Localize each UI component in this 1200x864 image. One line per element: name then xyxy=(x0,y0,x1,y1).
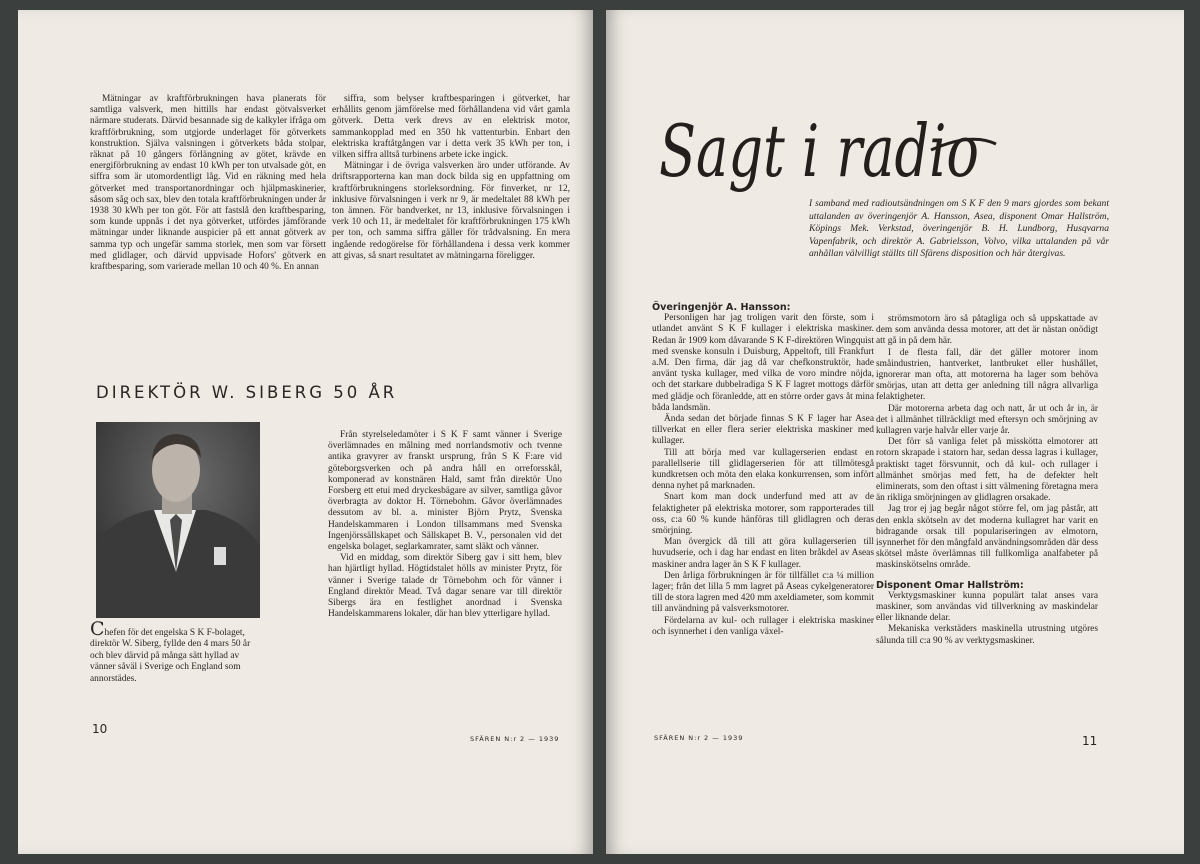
paragraph: Mätningar av kraftförbrukningen hava planerats för samtliga valsverk, men hittills har endast götvalsverket närmare studerats. Därvid besannade sig de kalkyler ifråga om kraftförbrukning, som utgjorde underlaget för götverkets konstruktion. Själva valsningen i götverkets båda stolpar, räknat på 10 gångers förlängning av götet, krävde en energiförbrukning av endast 10 kWh per ton utvalsade göt, en siffra som är utomordentligt låg. Vid en räkning med hela götverket med transportanordningar och hjälpmaskinerier, såsom såg och sax, blev den totala kraftförbrukningen under år 1938 30 kWh per ton göt. För att fastslå den kraftbesparing, som kunde uppnås i det nya götverket, utfördes jämförande mätningar under liknande auspicier på ett annat götverk av samma typ och ungefär samma storlek, men som var försett med glidlager, och därvid uppvisade Hofors' götverk en kraftbesparing, som varierade mellan 10 och 40 %. En annan xyxy=(90,94,326,273)
title-text: Sagt i radio xyxy=(659,109,979,193)
paragraph: Jag tror ej jag begår något större fel, om jag påstår, att den enkla skötseln av det moderna kullagret har varit en bidragande orsak till populariseringen av elmotorn, isynnerhet för den mångfald användningsområden där dess skötsel måste överlämnas till fullkomliga analfabeter på maskinskötselns område. xyxy=(876,504,1098,571)
speaker-hansson: Överingenjör A. Hansson: xyxy=(652,302,791,313)
article-heading: DIREKTÖR W. SIBERG 50 ÅR xyxy=(96,383,398,402)
article-column xyxy=(328,430,562,620)
top-left-column xyxy=(90,94,326,273)
paragraph: Man övergick då till att göra kullagerserien till huvudserie, och i dag har endast en liten bråkdel av Aseas maskiner andra lager än S K F kullager. xyxy=(652,537,874,570)
paragraph: Vid en middag, som direktör Siberg gav i sitt hem, blev han hjärtligt hyllad. Högtidstalet hölls av minister Prytz, för vänner i Sverige talade dr Törnebohm och för vänner i England direktör Mead. Två dagar senare var till direktör Sibergs ära en festlighet anordnad i Svenska Handelskammarens lokaler, där han blev ytterligare hyllad. xyxy=(328,553,562,620)
paragraph: I de flesta fall, där det gäller motorer inom småindustrien, hantverket, lantbruket eller hushållet, ignorerar man ofta, att motorerna ha lager som behöva smörjas, utan att detta ger anledning till några allvarliga felaktigheter. xyxy=(876,347,1098,403)
speaker-hallstrom: Disponent Omar Hallström: xyxy=(876,579,1024,591)
paragraph: Mekaniska verkstäders maskinella utrustning utgöres sålunda till c:a 90 % av verktygsmaskiner. xyxy=(876,624,1098,646)
right-column-1 xyxy=(652,302,874,638)
paragraph: Det förr så vanliga felet på misskötta elmotorer att rotorn skrapade i statorn har, sedan dessa lagras i kullager, praktiskt taget försvunnit, och då kul- och rullager i allmänhet smörjas med fett, ha de defekter helt eliminerats, som den oftast i sitt välmening företagna mera än rikliga smörjningen av glidlagren orsakade. xyxy=(876,437,1098,504)
paragraph: Mätningar i de övriga valsverken äro under utförande. Av driftsrapporterna kan man dock bilda sig en uppfattning om kraftförbrukningens storleksordning. För finverket, nr 12, inklusive förvalsningen i verk nr 9, är medeltalet 88 kWh per ton ämnen. För bandverket, nr 13, inklusive förvalsningen i verk 10 och 11, är medeltalet för kraftförbrukningen 175 kWh per ton, och samma siffra gäller för trådvalsning. En mera ingående redogörelse för förhållandena i dessa verk kommer att givas, så snart resultatet av mätningarna föreligger. xyxy=(332,161,570,261)
paragraph: strömsmotorn äro så påtagliga och så uppskattade av dem som använda dessa motorer, att det är nästan onödigt att gå in på dem här. xyxy=(876,314,1098,347)
paragraph: Personligen har jag troligen varit den förste, som i utlandet använt S K F kullager i elektriska maskiner. Redan år 1909 kom dåvarande S K F-direktören Wingquist med svenske konsuln i Duisburg, Appeltoft, till Frankfurt a.M. Den firma, där jag då var chefkonstruktör, hade använt tyska kullager, med vilka de voro mindre nöjda, och det starkare dubbelradiga S K F lagret mottogs därför med glädje och föranledde, att en större order gavs åt mina båda landsmän. xyxy=(652,313,874,413)
page-number-left: 10 xyxy=(92,722,108,736)
intro-paragraph: I samband med radioutsändningen om S K F den 9 mars gjordes som bekant uttalanden av överingenjör A. Hansson, Asea, disponent Omar Hallström, Köpings Mek. Verkstad, överingenjör B. H. Lundborg, Husqvarna Vapenfabrik, och direktör A. Gabrielsson, Volvo, vilka uttalanden på vår anhållan välvilligt ställts till Sfärens disposition och här återgivas. xyxy=(809,198,1109,260)
page-number-right: 11 xyxy=(1082,734,1098,748)
paragraph: Där motorerna arbeta dag och natt, år ut och år in, är det i allmänhet tillräckligt med eftersyn och smörjning av kullagren varje halvår eller varje år. xyxy=(876,403,1098,437)
footer-right: SFÄREN N:r 2 — 1939 xyxy=(654,734,744,742)
paragraph: Till att börja med var kullagerserien endast en parallellserie till glidlagerserien för att tillmötesgå kundkretsen och möta den elaka konkurrensen, som infört denna nyhet på marknaden. xyxy=(652,447,874,492)
photo-caption xyxy=(90,618,260,685)
paragraph: siffra, som belyser kraftbesparingen i götverket, har erhållits genom jämförelse med förhållandena vid vårt gamla götverk. Detta verk drevs av en elektrisk motor, sammankopplad med en 350 hk vattenturbin. Enbart den elektriska kraftåtgången var i detta verk 35 kWh per ton, i vilken siffra alltså turbinens arbete icke ingick. xyxy=(332,94,570,161)
left-page xyxy=(18,10,593,854)
paragraph: Från styrelseledamöter i S K F samt vänner i Sverige överlämnades en målning med norrlandsmotiv och tvenne antika gravyrer av franskt ursprung, från S K F:are vid göteborgsverken och på andra håll en orreforsskål, komponerad av konstnären Hald, samt från direktör Uno Forsberg ett etui med dryckesbägare av silver, samtliga gåvor överbragta av doktor H. Törnebohm. Gåvor överlämnades dessutom av bl. a. minister Björn Prytz, Svenska Handelskammaren i London tillsammans med Svenska Ingenjörssällskapet och Sällskapet B. V., personalen vid det engelska bolaget, seglarkamrater, samt släkt och vänner. xyxy=(328,430,562,553)
caption-text: hefen för det engelska S K F-bolaget, direktör W. Siberg, fyllde den 4 mars 50 år och blev därvid på många sätt hyllad av vänner såväl i Sverige och England som annorstädes. xyxy=(90,628,251,684)
right-column-2 xyxy=(876,314,1098,647)
paragraph: Ända sedan det började finnas S K F lager har Asea tillverkat en eller flera serier elektriska maskiner med kullager. xyxy=(652,414,874,447)
caption-dropcap: C xyxy=(90,618,105,640)
right-page xyxy=(606,10,1184,854)
footer-left: SFÄREN N:r 2 — 1939 xyxy=(470,735,560,743)
sagt-i-radio-title xyxy=(651,92,1011,212)
top-right-column xyxy=(332,94,570,262)
portrait-photo xyxy=(96,422,260,618)
paragraph: Verktygsmaskiner kunna populärt talat anses vara maskiner, som användas vid tillverkning av maskindelar eller liknande delar. xyxy=(876,590,1098,624)
paragraph: Snart kom man dock underfund med att av de felaktigheter på elektriska motorer, som rapporterades till oss, c:a 60 % kunde hänföras till glidlagren och deras smörjning. xyxy=(652,492,874,537)
paragraph: Den årliga förbrukningen är för tillfället c:a ¼ million lager; från det lilla 5 mm lagret på Aseas cykelgeneratorer till de stora lagren med 420 mm axeldiameter, som kommit till användning på valsverksmotorer. xyxy=(652,570,874,615)
paragraph: Fördelarna av kul- och rullager i elektriska maskiner och isynnerhet i den vanliga växel- xyxy=(652,615,874,637)
